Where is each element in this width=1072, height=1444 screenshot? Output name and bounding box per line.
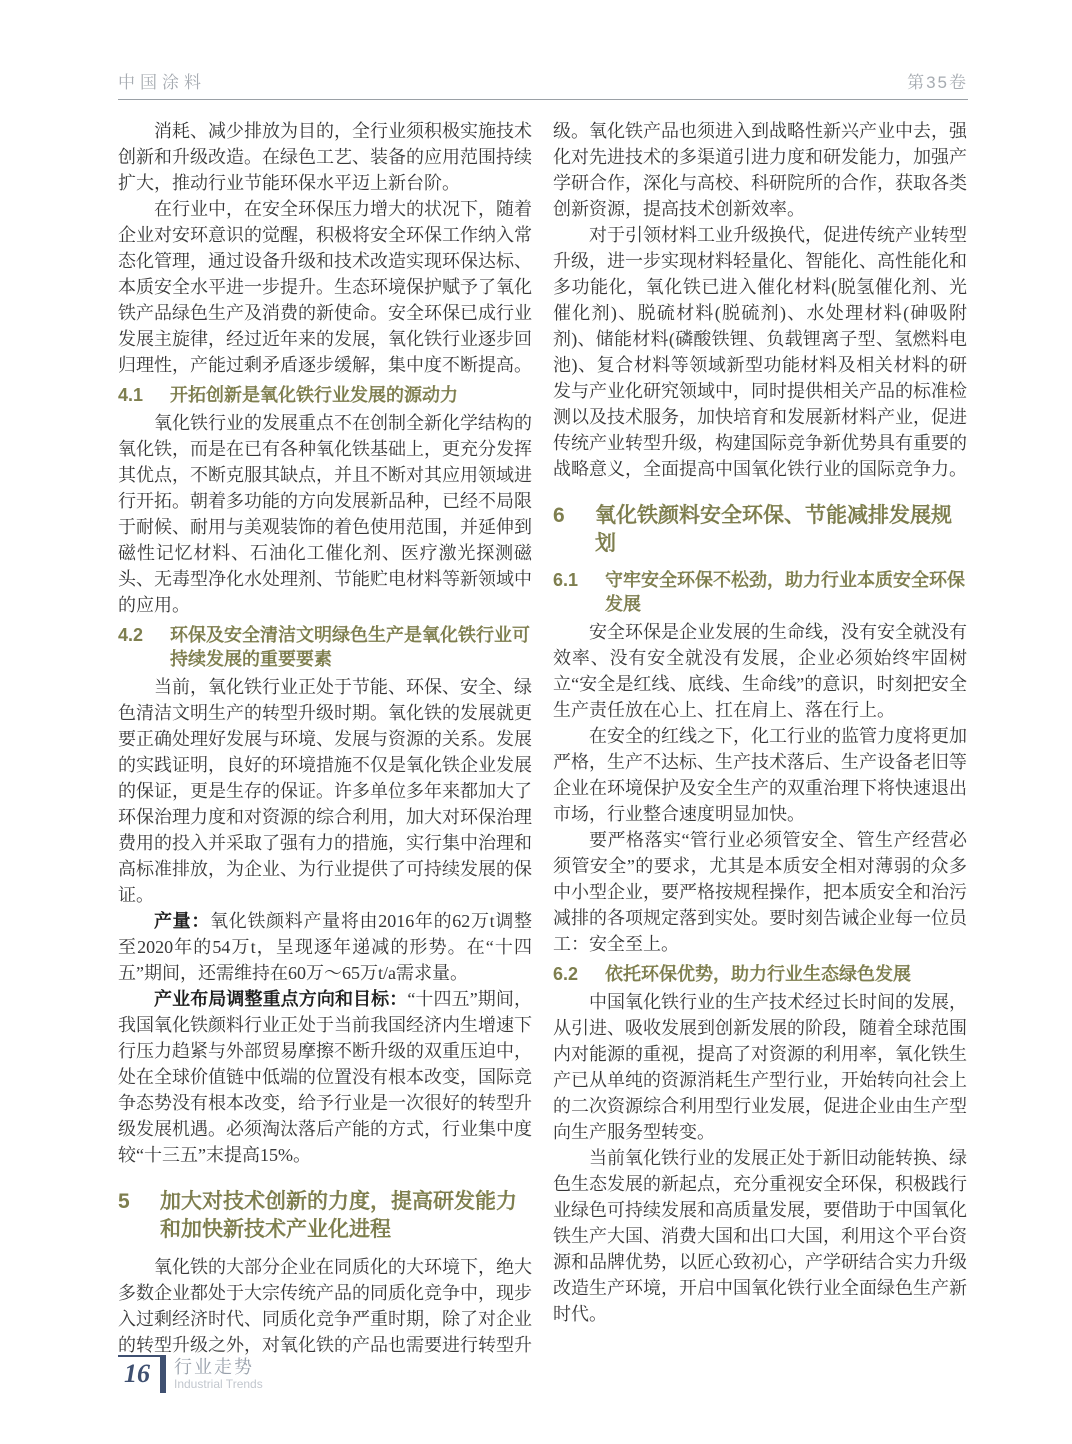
subsection-title: 环保及安全清洁文明绿色生产是氧化铁行业可持续发展的重要要素 (170, 625, 530, 669)
subsection-heading-6-1 (553, 568, 967, 616)
subsection-title: 依托环保优势，助力行业生态绿色发展 (605, 964, 911, 984)
paragraph: 消耗、减少排放为目的，全行业须积极实施技术创新和升级改造。在绿色工艺、装备的应用范围持续扩大，推动行业节能环保水平迈上新台阶。 (118, 121, 532, 193)
page-number: 16 (118, 1355, 160, 1393)
left-column (118, 118, 532, 1358)
page-header (118, 68, 968, 100)
paragraph: 当前，氧化铁行业正处于节能、环保、安全、绿色清洁文明生产的转型升级时期。氧化铁的发展就更要正确处理好发展与环境、发展与资源的关系。发展的实践证明，良好的环境措施不仅是氧化铁企业发展的保证，更是生存的保证。许多单位多年来都加大了环保治理力度和对资源的综合利用，加大对环保治理费用的投入并采取了强有力的措施，实行集中治理和高标准排放，为企业、为行业提供了可持续发展的保证。 (118, 677, 532, 905)
footer-section-cn: 行业走势 (174, 1357, 254, 1377)
content-columns (118, 118, 967, 1358)
paragraph: 当前氧化铁行业的发展正处于新旧动能转换、绿色生态发展的新起点，充分重视安全环保，积极践行业绿色可持续发展和高质量发展，要借助于中国氧化铁生产大国、消费大国和出口大国，利用这个平台资源和品牌优势，以匠心致初心，产学研结合实力升级改造生产环境，开启中国氧化铁行业全面绿色生产新时代。 (553, 1148, 967, 1324)
subsection-heading-4-1 (118, 383, 532, 407)
paragraph-production (118, 908, 532, 986)
paragraph-lead-label: 产量： (154, 911, 211, 931)
right-column (553, 118, 967, 1358)
paragraph: 中国氧化铁行业的生产技术经过长时间的发展，从引进、吸收发展到创新发展的阶段，随着全球范围内对能源的重视，提高了对资源的利用率，氧化铁生产已从单纯的资源消耗生产型行业，开始转向社会上的二次资源综合利用型行业发展，促进企业由生产型向生产服务型转变。 (553, 992, 967, 1142)
subsection-title: 守牢安全环保不松劲，助力行业本质安全环保发展 (605, 570, 965, 614)
section-title: 加大对技术创新的力度，提高研发能力和加快新技术产业化进程 (160, 1190, 517, 1241)
subsection-number: 4.2 (118, 625, 144, 645)
subsection-heading-6-2 (553, 962, 967, 986)
volume-label: 第35卷 (907, 73, 968, 92)
paragraph: 氧化铁的大部分企业在同质化的大环境下，绝大多数企业都处于大宗传统产品的同质化竞争中，现步入过剩经济时代、同质化竞争严重时期，除了对企业的转型升级之外，对氧化铁的产品也需要进行转型升 (118, 1257, 532, 1355)
page-footer (118, 1355, 263, 1393)
paragraph: 在行业中，在安全环保压力增大的状况下，随着企业对安环意识的觉醒，积极将安全环保工作纳入常态化管理，通过设备升级和技术改造实现环保达标、本质安全水平进一步提升。生态环境保护赋予了氧化铁产品绿色生产及消费的新使命。安全环保已成行业发展主旋律，经过近年来的发展，氧化铁行业逐步回归理性，产能过剩矛盾逐步缓解，集中度不断提高。 (118, 199, 532, 375)
paragraph: 对于引领材料工业升级换代，促进传统产业转型升级，进一步实现材料轻量化、智能化、高性能化和多功能化，氧化铁已进入催化材料(脱氢催化剂、光催化剂)、脱硫材料(脱硫剂)、水处理材料(砷吸附剂)、储能材料(磷酸铁锂、负载锂离子型、氢燃料电池)、复合材料等领域新型功能材料及相关材料的研发与产业化研究领域中，同时提供相关产品的标准检测以及技术服务，加快培育和发展新材料产业，促进传统产业转型升级，构建国际竞争新优势具有重要的战略意义，全面提高中国氧化铁行业的国际竞争力。 (553, 225, 967, 479)
paragraph-continuation: 级。氧化铁产品也须进入到战略性新兴产业中去，强化对先进技术的多渠道引进力度和研发能力，加强产学研合作，深化与高校、科研院所的合作，获取各类创新资源，提高技术创新效率。 (553, 121, 967, 219)
section-heading-5 (118, 1188, 532, 1244)
section-title: 氧化铁颜料安全环保、节能减排发展规划 (595, 504, 952, 555)
paragraph: 要严格落实“管行业必须管安全、管生产经营必须管安全”的要求，尤其是本质安全相对薄弱的众多中小型企业，要严格按规程操作，把本质安全和治污减排的各项规定落到实处。要时刻告诫企业每一位员工：安全至上。 (553, 830, 967, 954)
subsection-title: 开拓创新是氧化铁行业发展的源动力 (170, 385, 458, 405)
subsection-number: 6.2 (553, 964, 579, 984)
paragraph: 氧化铁行业的发展重点不在创制全新化学结构的氧化铁，而是在已有各种氧化铁基础上，更充分发挥其优点，不断克服其缺点，并且不断对其应用领域进行开拓。朝着多功能的方向发展新品种，已经不局限于耐候、耐用与美观装饰的着色使用范围，并延伸到磁性记忆材料、石油化工催化剂、医疗激光探测磁头、无毒型净化水处理剂、节能贮电材料等新领域中的应用。 (118, 413, 532, 615)
journal-title: 中国涂料 (118, 73, 206, 92)
subsection-number: 6.1 (553, 570, 579, 590)
section-number: 5 (118, 1190, 130, 1213)
section-number: 6 (553, 504, 565, 527)
paragraph-text: 氧化铁颜料产量将由2016年的62万t调整至2020年的54万t，呈现逐年递减的形势。在“十四五”期间，还需维持在60万～65万t/a需求量。 (118, 911, 533, 983)
paragraph: 安全环保是企业发展的生命线，没有安全就没有效率、没有安全就没有发展，企业必须始终牢固树立“安全是红线、底线、生命线”的意识，时刻把安全生产责任放在心上、扛在肩上、落在行上。 (553, 622, 967, 720)
paragraph: 在安全的红线之下，化工行业的监管力度将更加严格，生产不达标、生产技术落后、生产设备老旧等企业在环境保护及安全生产的双重治理下将快速退出市场，行业整合速度明显加快。 (553, 726, 967, 824)
paragraph-lead-label: 产业布局调整重点方向和目标： (154, 989, 408, 1009)
paragraph-text: “十四五”期间，我国氧化铁颜料行业正处于当前我国经济内生增速下行压力趋紧与外部贸易摩擦不断升级的双重压迫中，处在全球价值链中低端的位置没有根本改变，国际竞争态势没有根本改变，给予行业是一次很好的转型升级发展机遇。必须淘汰落后产能的方式，行业集中度较“十三五”末提高15%。 (118, 989, 532, 1165)
subsection-number: 4.1 (118, 385, 144, 405)
paragraph-layout-goals (118, 986, 532, 1168)
subsection-heading-4-2 (118, 623, 532, 671)
footer-section-labels (166, 1355, 263, 1393)
section-heading-6 (553, 502, 967, 558)
footer-section-en: Industrial Trends (174, 1377, 263, 1391)
